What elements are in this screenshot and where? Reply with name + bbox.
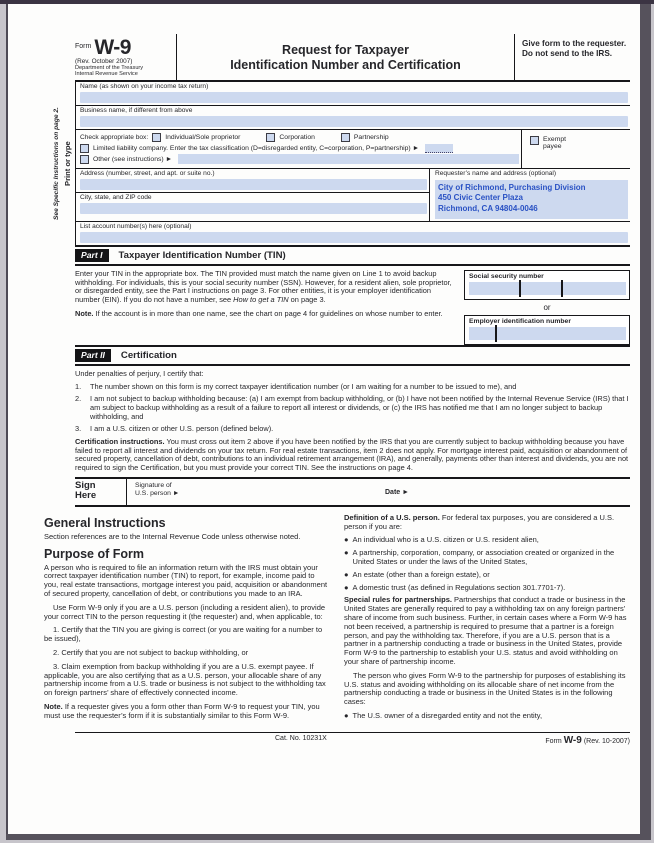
address-label: Address (number, street, and apt. or suite no.) (80, 169, 215, 177)
individual-label: Individual/Sole proprietor (165, 134, 241, 142)
account-numbers-label: List account number(s) here (optional) (80, 222, 192, 230)
exempt-payee-label: Exempt payee (543, 135, 567, 151)
form-fields-section (20, 82, 630, 245)
account-numbers-row (76, 222, 630, 245)
disregarded-entity-bullet: ● The U.S. owner of a disregarded entity and not the entity, (344, 710, 543, 720)
partnership-checkbox[interactable] (341, 133, 350, 142)
ssn-box (464, 270, 630, 300)
address-input[interactable] (80, 179, 427, 190)
signature-label: Signature of U.S. person ► (135, 481, 180, 497)
corporation-checkbox[interactable] (266, 133, 275, 142)
city-state-zip-input[interactable] (80, 203, 427, 214)
account-numbers-input[interactable] (80, 232, 628, 243)
page-frame-right-shadow (640, 4, 651, 840)
business-name-label: Business name, if different from above (80, 106, 193, 114)
exempt-payee-cell (522, 130, 630, 168)
city-state-zip-label: City, state, and ZIP code (80, 193, 152, 201)
city-state-zip-row (76, 193, 429, 216)
form-word-label: Form (75, 43, 92, 50)
give-form-box (514, 34, 630, 80)
give-form-text: Give form to the requester. Do not send to the IRS. (522, 39, 627, 58)
part1-body (75, 266, 630, 345)
certification-instructions: Certification instructions. You must cross out item 2 above if you have been notified by the IRS that you are currently subject to backup withholding because you have failed to report all interest and dividends on your tax return. For real estate transactions, item 2 does not apply. For mortgage interest paid, acquisition or abandonment of secured property, cancellation of debt, contributions to an individual retirement arrangement (IRA), and generally, payments other than interest and dividends, you are not required to sign the Certification, but you must provide your correct TIN. See the instructions on page 4. (75, 437, 629, 473)
llc-label: Limited liability company. Enter the tax classification (D=disregarded entity, C=corporation, P=partnership) ► (93, 144, 420, 152)
definition-us-person: Definition of a U.S. person. For federal tax purposes, you are considered a U.S. person if you are: (344, 512, 615, 531)
date-label: Date ► (385, 488, 410, 496)
special-rules-partnerships: Special rules for partnerships. Partnerships that conduct a trade or business in the United States are generally required to pay a withholding tax on any foreign partners’ share of income from such business. Further, in certain cases where a Form W-9 has not been received, a partnership is required to presume that a partner is a foreign person, and pay the withholding tax. Therefore, if you are a U.S. person that is a partner in a partnership conducting a trade or business in the United States, provide Form W-9 to the partnership to establish your U.S. status and avoid withholding on your share of partnership income. (344, 595, 627, 666)
name-label: Name (as shown on your income tax return) (80, 82, 209, 90)
certification-item-1: 1. The number shown on this form is my correct taxpayer identification number (or I am waiting for a number to be issued to me), and (75, 381, 517, 391)
requester-label: Requester’s name and address (optional) (435, 169, 557, 177)
llc-checkbox[interactable] (80, 144, 89, 153)
form-title (177, 34, 514, 80)
certification-item-3: 3. I am a U.S. citizen or other U.S. person (defined below). (75, 424, 274, 434)
part2-label: Part II (75, 349, 111, 362)
requester-cell (430, 169, 630, 221)
page-footer (75, 732, 630, 746)
ssn-ein-or-text: or (543, 302, 551, 312)
part2-title: Certification (120, 349, 177, 361)
certification-intro: Under penalties of perjury, I certify that: (75, 368, 204, 378)
form-agency: Internal Revenue Service (75, 71, 138, 78)
ssn-separator (519, 280, 521, 297)
how-to-get-tin-italic: How to get a TIN (233, 294, 289, 304)
partnership-label: Partnership (353, 134, 389, 142)
w9-form-page (8, 4, 640, 834)
part1-paragraph: Enter your TIN in the appropriate box. The TIN provided must match the name given on Line 1 to avoid backup withholding. For individuals, this is your social security number (SSN). However, for a resident alien, sole proprietor, or disregarded entity, see the Part I instructions on page 3. For other entities, it is your employer identification number (EIN). If you do not have a number, see How to get a TIN on page 3. (75, 268, 452, 304)
requester-value-line3: Richmond, CA 94804-0046 (438, 203, 538, 213)
purpose-note: Note. If a requester gives you a form other than Form W-9 to request your TIN, you must use the requester’s form if it is substantially similar to this Form W-9. (44, 702, 320, 720)
ssn-separator (561, 280, 563, 297)
form-footer-id: Form W-9 (Rev. 10-2007) (545, 734, 630, 746)
name-input[interactable] (80, 92, 628, 103)
part1-header-bar (75, 245, 630, 266)
business-name-input[interactable] (80, 116, 628, 127)
form-title-line1: Request for Taxpayer (282, 43, 409, 57)
requester-input[interactable] (435, 180, 628, 219)
print-or-type-vertical-label: Print or type (63, 140, 72, 186)
address-requester-row (76, 169, 630, 222)
other-checkbox[interactable] (80, 155, 89, 164)
see-instructions-vertical-label: See Specific Instructions on page 2. (53, 106, 60, 220)
bullet-icon: ● (344, 535, 349, 545)
entity-type-row (76, 130, 630, 169)
certification-item-2: 2. I am not subject to backup withholding because: (a) I am exempt from backup withholding, or (b) I have not been notified by the Internal Revenue Service (IRS) that I am subject to backup withholding as a result of a failure to report all interest or dividends, or (c) the IRS has notified me that I am no longer subject to backup withholding, and (75, 394, 629, 421)
us-person-bullet-2: ● A partnership, corporation, company, or association created or organized in the United States or under the laws of the United States, (344, 548, 615, 567)
sign-here-label: Sign Here (75, 479, 127, 505)
other-input[interactable] (178, 154, 519, 164)
purpose-of-form-title: Purpose of Form (44, 546, 145, 561)
bullet-icon: ● (344, 710, 349, 720)
ssn-label: Social security number (469, 272, 544, 280)
purpose-item-2: 2. Certify that you are not subject to backup withholding, or (53, 648, 249, 658)
form-number: W-9 (94, 36, 131, 59)
form-department: Department of the Treasury (75, 65, 144, 71)
instructions-right-column (344, 514, 630, 726)
requester-value-line1: City of Richmond, Purchasing Division (438, 182, 586, 192)
ssn-input[interactable] (469, 282, 626, 295)
sign-here-row (75, 477, 630, 507)
general-instructions-title: General Instructions (44, 515, 166, 530)
corporation-label: Corporation (279, 134, 315, 142)
name-row (76, 82, 630, 106)
part1-label: Part I (75, 249, 109, 262)
page-frame-bottom-shadow (6, 834, 651, 840)
address-row (76, 169, 429, 193)
us-person-bullet-3: ● An estate (other than a foreign estate), or (344, 569, 490, 579)
partnership-paragraph-2: The person who gives Form W-9 to the partnership for purposes of establishing its U.S. status and avoiding withholding on its allocable share of net income from the partnership conducting a trade or business in the United States is in the following cases: (344, 670, 626, 707)
check-appropriate-box-label: Check appropriate box: (80, 133, 149, 141)
individual-checkbox[interactable] (152, 133, 161, 142)
purpose-item-3: 3. Claim exemption from backup withholding if you are a U.S. exempt payee. If applicable, you are also certifying that as a U.S. person, your allocable share of any partnership income from a U.S. trade or business is not subject to the withholding tax on foreign partners’ share of effectively connected income. (44, 661, 326, 698)
bullet-icon: ● (344, 569, 349, 579)
us-person-bullet-1: ● An individual who is a U.S. citizen or U.S. resident alien, (344, 535, 539, 545)
left-margin-sidebar (20, 82, 75, 245)
other-label: Other (see instructions) ► (93, 155, 173, 163)
us-person-bullet-4: ● A domestic trust (as defined in Regulations section 301.7701-7). (344, 582, 566, 592)
exempt-payee-checkbox[interactable] (530, 136, 539, 145)
business-name-row (76, 106, 630, 130)
part2-header-bar (75, 345, 630, 366)
requester-value-line2: 450 Civic Center Plaza (438, 193, 523, 203)
certification-body (75, 366, 630, 473)
llc-classification-input[interactable] (425, 144, 453, 153)
ein-separator (495, 325, 497, 342)
ein-box (464, 315, 630, 345)
instructions-left-column (44, 514, 330, 726)
bullet-icon: ● (344, 548, 349, 558)
purpose-paragraph-2: Use Form W-9 only if you are a U.S. person (including a resident alien), to provide your correct TIN to the person requesting it (the requester) and, when applicable, to: (44, 602, 326, 621)
form-header (75, 34, 630, 82)
ein-input[interactable] (469, 327, 626, 340)
form-title-line2: Identification Number and Certification (230, 57, 461, 72)
form-header-left (75, 34, 177, 80)
ein-label: Employer identification number (469, 317, 571, 325)
catalog-number: Cat. No. 10231X (275, 734, 327, 742)
bullet-icon: ● (344, 582, 349, 592)
section-references-text: Section references are to the Internal Revenue Code unless otherwise noted. (44, 531, 301, 541)
form-revision: (Rev. October 2007) (75, 58, 133, 65)
general-instructions-section (20, 507, 630, 726)
part1-title: Taxpayer Identification Number (TIN) (118, 249, 286, 261)
purpose-item-1: 1. Certify that the TIN you are giving is correct (or you are waiting for a number to be issued), (44, 625, 323, 644)
part1-note: Note. If the account is in more than one name, see the chart on page 4 for guidelines on whose number to enter. (75, 308, 443, 318)
purpose-paragraph-1: A person who is required to file an information return with the IRS must obtain your correct taxpayer identification number (TIN) to report, for example, income paid to you, real estate transactions, mortgage interest you paid, acquisition or abandonment of secured property, cancellation of debt, or contributions you made to an IRA. (44, 562, 328, 599)
